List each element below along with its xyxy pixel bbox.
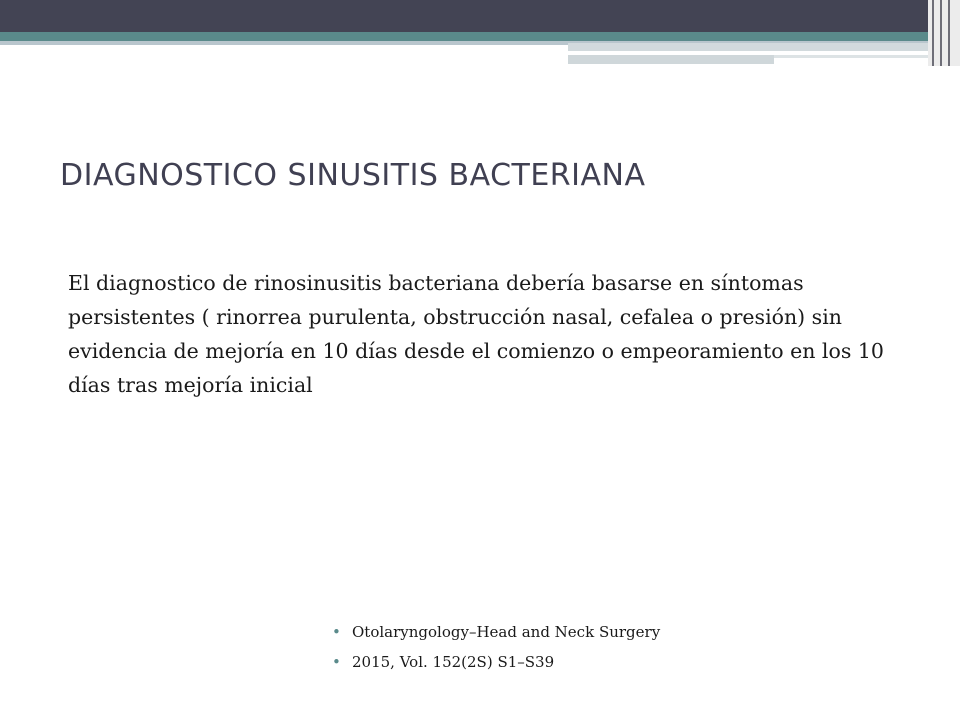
bullet-icon: • (332, 653, 341, 671)
header-decor-block (568, 55, 774, 64)
header-decor-block (774, 55, 928, 58)
reference-text: 2015, Vol. 152(2S) S1–S39 (352, 653, 555, 671)
header-edge-line (948, 0, 950, 66)
header-decor-line (568, 52, 888, 54)
reference-list (330, 617, 660, 677)
header-decor-block (568, 43, 928, 51)
header-bar (0, 0, 960, 32)
reference-item (330, 647, 660, 677)
bullet-icon: • (332, 623, 341, 641)
reference-item (330, 617, 660, 647)
reference-text: Otolaryngology–Head and Neck Surgery (352, 623, 661, 641)
slide-body-text: El diagnostico de rinosinusitis bacteriana debería basarse en síntomas persistentes ( rinorrea purulenta, obstrucción nasal, cefalea o presión) sin evidencia de mejoría en 10 días desde el comienzo o empeoramiento en los 10 días tras mejoría inicial (68, 271, 884, 397)
header-edge-line (932, 0, 934, 66)
header-edge-line (940, 0, 942, 66)
slide-title: DIAGNOSTICO SINUSITIS BACTERIANA (60, 158, 646, 193)
header-accent-stripe (0, 32, 960, 41)
header-right-edge (928, 0, 960, 66)
